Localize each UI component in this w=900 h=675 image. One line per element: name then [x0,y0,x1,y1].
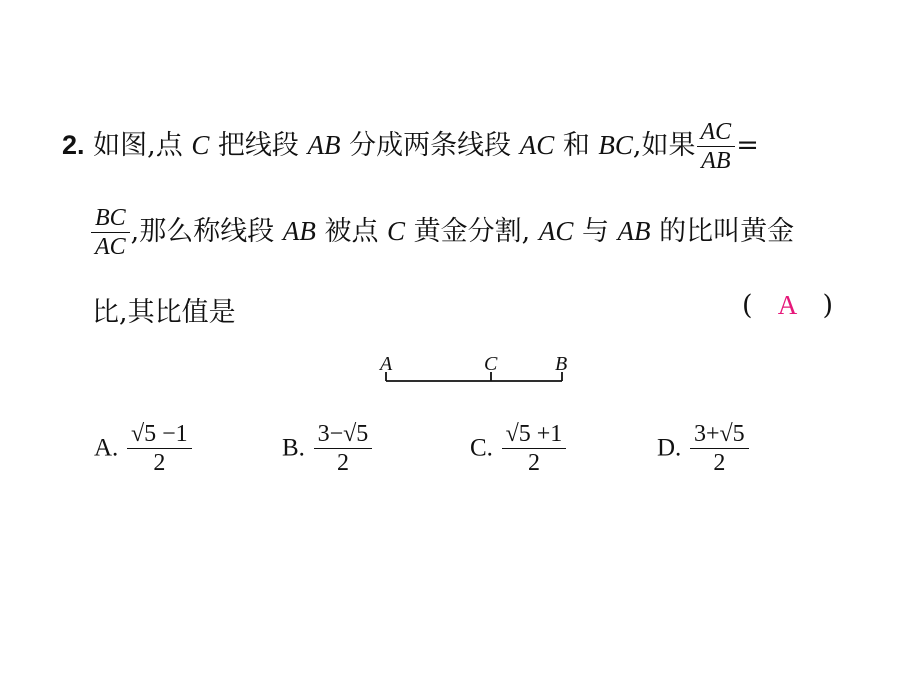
option-fraction [127,420,192,477]
question-line-1 [62,118,759,175]
option-denominator: 2 [336,450,349,476]
option-letter: B. [282,434,305,462]
option-denominator: 2 [153,450,166,476]
option-numerator: 3+√5 [690,420,749,449]
text: 与 [581,216,609,247]
text: 和 [562,130,590,161]
answer-open-paren: ( [742,290,753,321]
answer-bracket [742,290,833,321]
text: 比,其比值是 [92,297,236,328]
text: 黄金分割, [413,216,531,247]
fraction-bc-ac [91,204,130,261]
fraction-denominator: AB [701,148,731,174]
segment-bc-label: BC [598,130,633,160]
option-numerator: √5 +1 [502,420,567,449]
fraction-numerator: AC [697,118,736,147]
text: 如图,点 [93,130,183,161]
text: 把线段 [217,130,299,161]
option-numerator: 3−√5 [314,420,373,449]
fraction-denominator: AC [95,234,126,260]
segment-ab-label: AB [282,216,316,246]
option-d[interactable] [657,420,750,477]
option-letter: C. [470,434,493,462]
equals-sign: = [736,130,759,161]
segment-ab-label: AB [307,130,341,160]
point-c-label: C [387,216,406,246]
question-line-2 [90,204,794,261]
fraction-numerator: BC [91,204,130,233]
option-b[interactable] [282,420,373,477]
option-a[interactable] [94,420,193,477]
text: ,如果 [632,130,696,161]
text: 分成两条线段 [349,130,512,161]
answer-close-paren: ) [822,290,834,321]
fraction-ac-ab [697,118,736,175]
option-denominator: 2 [527,450,540,476]
question-line-3 [92,290,236,329]
answer-value: A [777,290,798,320]
text: ,那么称线段 [130,216,275,247]
text: 被点 [324,216,379,247]
option-fraction [690,420,749,477]
diagram-label-b: B [555,353,568,375]
option-fraction [314,420,373,477]
option-numerator: √5 −1 [127,420,192,449]
segment-ac-label: AC [538,216,574,246]
segment-ab-label: AB [617,216,651,246]
option-fraction [502,420,567,477]
option-letter: D. [657,434,682,462]
option-letter: A. [94,434,119,462]
segment-ac-label: AC [519,130,555,160]
text: 的比叫黄金 [659,216,795,247]
segment-diagram [370,348,590,388]
option-c[interactable] [470,420,567,477]
diagram-label-a: A [380,353,393,375]
diagram-label-c: C [484,353,498,375]
question-number: 2. [62,130,85,160]
option-denominator: 2 [713,450,726,476]
point-c-label: C [191,130,210,160]
